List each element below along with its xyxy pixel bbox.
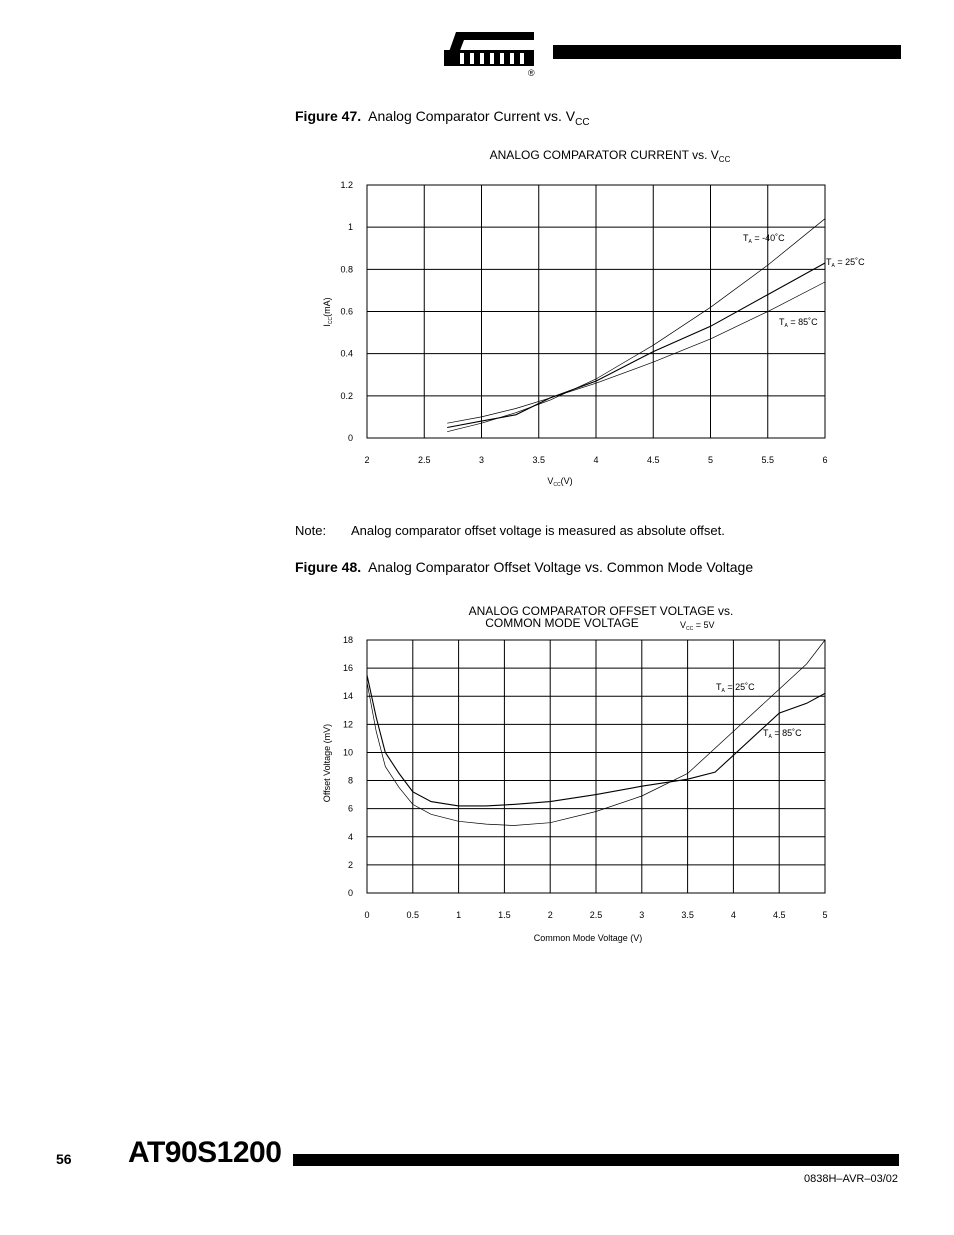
c47-series-label: $T_A$ = -40˚C xyxy=(743,233,785,245)
chart48-ylabel: Offset Voltage (mV) xyxy=(322,723,332,803)
chart48-condition: $V_{CC} = 5V$ xyxy=(680,620,715,632)
c47-series-label: $T_A$ = 85˚C xyxy=(779,317,818,329)
figure-48-caption xyxy=(295,559,753,575)
c47-x-tick-label: 3.5 xyxy=(532,455,546,465)
c47-x-tick-label: 5.5 xyxy=(761,455,775,465)
figure-48-label: Figure 48. xyxy=(295,559,362,575)
note-text: Analog comparator offset voltage is measured as absolute offset. xyxy=(351,523,725,538)
figure-47-title-sub: CC xyxy=(575,116,590,128)
c47-y-tick-label: 0.4 xyxy=(340,348,353,359)
c47-x-tick-label: 2.5 xyxy=(417,455,431,465)
c47-x-tick-label: 5 xyxy=(707,455,714,465)
note xyxy=(295,523,725,538)
c47-series-line xyxy=(447,282,825,423)
chart47-title: ANALOG COMPARATOR CURRENT vs. $V_{CC}$ xyxy=(489,148,731,164)
c48-series-label: $T_A$ = 85˚C xyxy=(763,728,802,740)
c48-y-tick-label: 10 xyxy=(342,747,353,758)
atmel-logo xyxy=(438,26,542,78)
c47-y-tick-label: 1.2 xyxy=(340,180,353,190)
c47-x-tick-label: 4 xyxy=(593,455,599,465)
chart47-ylabel: $I_{CC}(mA)$ xyxy=(322,297,334,327)
figure-47-caption xyxy=(295,108,590,128)
c47-y-tick-label: 1 xyxy=(347,222,353,233)
chart48-title: ANALOG COMPARATOR OFFSET VOLTAGE vs. xyxy=(468,604,734,618)
chart-analog-comparator-current xyxy=(290,140,890,500)
c47-series-label: $T_A$ = 25˚C xyxy=(826,257,865,269)
chart47-xlabel: $V_{CC}(V)$ xyxy=(547,476,573,488)
chart48-title-line2: COMMON MODE VOLTAGE xyxy=(485,616,639,630)
page-number: 56 xyxy=(56,1151,72,1167)
c48-y-tick-label: 12 xyxy=(342,719,353,730)
c48-x-tick-label: 0.5 xyxy=(406,910,420,920)
chart48-xlabel: Common Mode Voltage (V) xyxy=(533,933,643,943)
figure-47-title: Analog Comparator Current vs. V xyxy=(368,108,576,124)
c48-x-tick-label: 0 xyxy=(364,910,370,920)
c47-x-tick-label: 6 xyxy=(822,455,828,465)
c47-y-tick-label: 0.6 xyxy=(340,306,353,317)
document-code: 0838H–AVR–03/02 xyxy=(804,1173,898,1185)
c48-y-tick-label: 8 xyxy=(347,775,353,786)
c48-x-tick-label: 4.5 xyxy=(772,910,786,920)
chart-offset-voltage xyxy=(290,595,890,955)
note-label: Note: xyxy=(295,523,327,538)
footer-rule xyxy=(293,1154,899,1166)
c48-x-tick-label: 4 xyxy=(730,910,736,920)
c48-series-label: $T_A$ = 25˚C xyxy=(716,682,755,694)
product-title: AT90S1200 xyxy=(128,1136,282,1169)
c48-x-tick-label: 2 xyxy=(547,910,553,920)
c48-x-tick-label: 1.5 xyxy=(498,910,511,920)
c48-y-tick-label: 2 xyxy=(347,859,353,870)
c47-x-tick-label: 2 xyxy=(364,455,370,465)
header-rule xyxy=(553,45,901,59)
c47-series-line xyxy=(447,219,825,432)
registered-mark: ® xyxy=(528,68,535,78)
c47-y-tick-label: 0.2 xyxy=(340,390,353,401)
c48-y-tick-label: 16 xyxy=(342,663,353,674)
c47-x-tick-label: 4.5 xyxy=(646,455,660,465)
c48-x-tick-label: 5 xyxy=(822,910,828,920)
c47-x-tick-label: 3 xyxy=(478,455,485,465)
c48-x-tick-label: 1 xyxy=(456,910,462,920)
c48-y-tick-label: 18 xyxy=(342,635,353,645)
c48-x-tick-label: 3.5 xyxy=(681,910,694,920)
c48-x-tick-label: 2.5 xyxy=(589,910,603,920)
c47-series-line xyxy=(447,263,825,428)
c47-y-tick-label: 0 xyxy=(347,433,353,443)
c48-y-tick-label: 14 xyxy=(342,691,353,702)
c48-x-tick-label: 3 xyxy=(639,910,645,920)
figure-48-title: Analog Comparator Offset Voltage vs. Common Mode Voltage xyxy=(368,559,754,575)
c48-y-tick-label: 6 xyxy=(347,803,353,814)
c48-y-tick-label: 4 xyxy=(347,831,353,842)
figure-47-label: Figure 47. xyxy=(295,108,362,124)
c47-y-tick-label: 0.8 xyxy=(340,264,353,275)
c48-y-tick-label: 0 xyxy=(347,888,353,898)
